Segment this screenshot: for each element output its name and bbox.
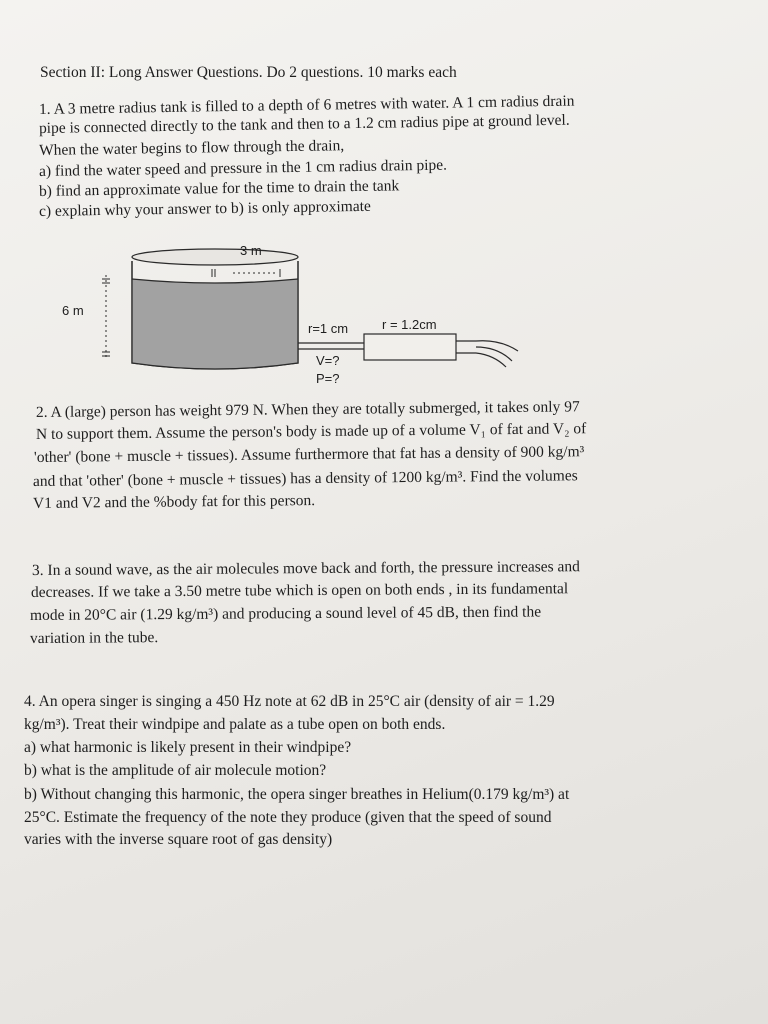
- q4-line-6: 25°C. Estimate the frequency of the note they produce (given that the speed of sound: [24, 809, 552, 826]
- q3-line-4: variation in the tube.: [29, 629, 159, 647]
- q2-line-3: 'other' (bone + muscle + tissues). Assume furthermore that fat has a density of 900 kg/m³: [33, 443, 585, 466]
- speed-label: V=?: [316, 353, 340, 368]
- q4-line-5: b) Without changing this harmonic, the opera singer breathes in Helium(0.179 kg/m³) at: [24, 786, 570, 803]
- q2-line-2: N to support them. Assume the person's body is made up of a volume V₁ of fat and V₂ of: [35, 420, 587, 443]
- depth-label: 6 m: [62, 303, 84, 318]
- q1-line-5: b) find an approximate value for the time to drain the tank: [38, 177, 400, 200]
- q1-line-4: a) find the water speed and pressure in the 1 cm radius drain pipe.: [38, 156, 448, 180]
- tank-diagram: [62, 235, 540, 395]
- q4-line-7: varies with the inverse square root of gas density): [24, 831, 333, 848]
- q2-line-5: V1 and V2 and the %body fat for this person.: [32, 492, 316, 512]
- q2-line-1: 2. A (large) person has weight 979 N. When they are totally submerged, it takes only 97: [35, 398, 580, 421]
- q4-line-2: kg/m³). Treat their windpipe and palate as a tube open on both ends.: [24, 716, 446, 733]
- radius-label: 3 m: [240, 243, 262, 258]
- pipe-radius-label: r = 1.2cm: [382, 317, 437, 332]
- q1-line-6: c) explain why your answer to b) is only approximate: [38, 197, 371, 220]
- radius-marker: [212, 269, 280, 277]
- q3-line-1: 3. In a sound wave, as the air molecules move back and forth, the pressure increases and: [31, 558, 580, 579]
- tank: [132, 249, 298, 369]
- depth-marker: [102, 275, 110, 360]
- q4-line-3: a) what harmonic is likely present in their windpipe?: [24, 739, 352, 756]
- q3-line-2: decreases. If we take a 3.50 metre tube which is open on both ends , in its fundamental: [30, 580, 569, 601]
- q4-line-1: 4. An opera singer is singing a 450 Hz note at 62 dB in 25°C air (density of air = 1.29: [24, 693, 555, 710]
- q4-line-4: b) what is the amplitude of air molecule motion?: [24, 762, 327, 779]
- q1-line-2: pipe is connected directly to the tank and then to a 1.2 cm radius pipe at ground level.: [38, 111, 570, 137]
- q3-line-3: mode in 20°C air (1.29 kg/m³) and producing a sound level of 45 dB, then find the: [29, 603, 542, 624]
- q2-line-4: and that 'other' (bone + muscle + tissues) has a density of 1200 kg/m³. Find the volumes: [32, 467, 578, 490]
- section-header: Section II: Long Answer Questions. Do 2 questions. 10 marks each: [40, 64, 457, 81]
- q1-line-3: When the water begins to flow through the drain,: [38, 137, 345, 159]
- drain-radius-label: r=1 cm: [308, 321, 349, 336]
- q1-line-1: 1. A 3 metre radius tank is filled to a depth of 6 metres with water. A 1 cm radius drain: [38, 92, 575, 118]
- pressure-label: P=?: [316, 371, 340, 386]
